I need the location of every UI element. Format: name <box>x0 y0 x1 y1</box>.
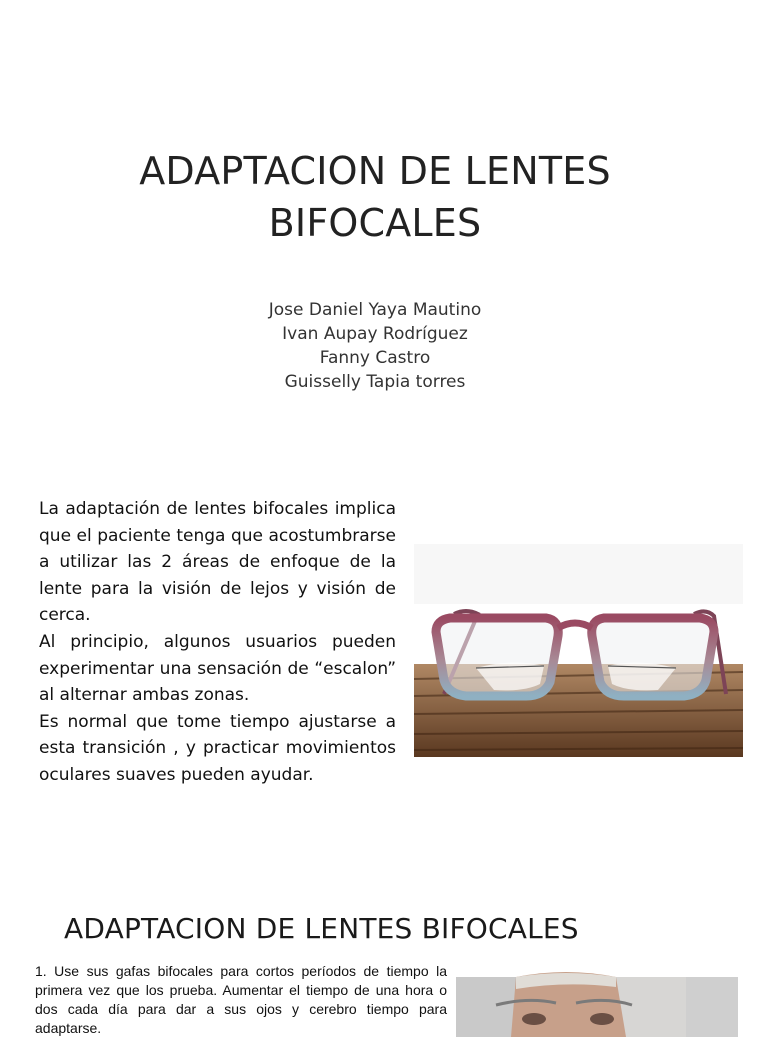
presentation-title <box>110 145 640 249</box>
title-line-1: ADAPTACION DE LENTES <box>139 149 611 193</box>
author-name: Guisselly Tapia torres <box>284 372 466 392</box>
slide-steps <box>0 890 768 1036</box>
slide-title <box>0 0 768 440</box>
author-list <box>200 298 550 394</box>
slide-intro <box>0 440 768 890</box>
man-with-glasses-photo <box>456 977 738 1037</box>
paragraph: Es normal que tome tiempo ajustarse a esta transición , y practicar movimientos oculares suaves pueden ayudar. <box>39 711 396 785</box>
author-name: Fanny Castro <box>319 348 431 368</box>
bifocal-glasses-photo <box>414 544 743 757</box>
slide-title: ADAPTACION DE LENTES BIFOCALES <box>64 912 579 945</box>
author-name: Ivan Aupay Rodríguez <box>282 324 468 344</box>
paragraph: La adaptación de lentes bifocales implica que el paciente tenga que acostumbrarse a utilizar las 2 áreas de enfoque de la lente para la visión de lejos y visión de cerca. <box>39 499 396 626</box>
author-name: Jose Daniel Yaya Mautino <box>268 300 482 320</box>
step-text: 1. Use sus gafas bifocales para cortos períodos de tiempo la primera vez que los prueba. Aumentar el tiempo de una hora o dos cada día para dar a sus ojos y cerebro tiempo para adaptarse. <box>35 963 447 1036</box>
title-line-2: BIFOCALES <box>268 201 482 245</box>
intro-text <box>39 496 396 789</box>
paragraph: Al principio, algunos usuarios pueden experimentar una sensación de “escalon” al alternar ambas zonas. <box>39 631 396 706</box>
